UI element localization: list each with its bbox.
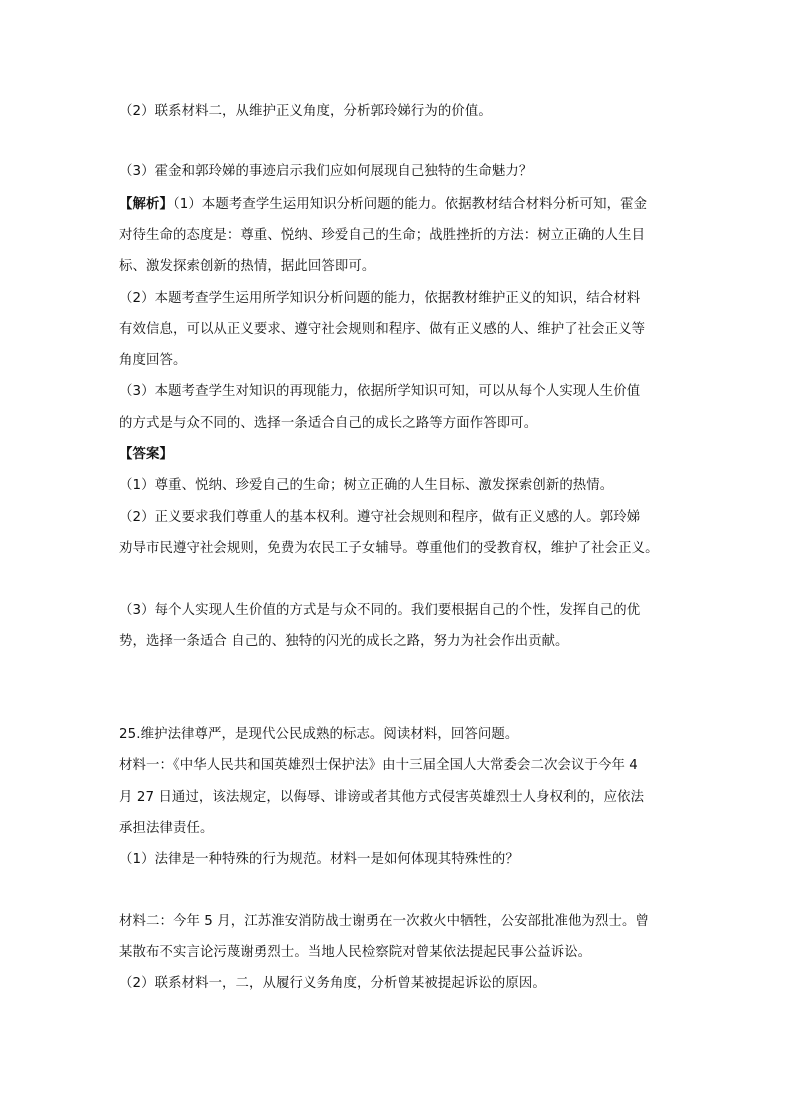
analysis-line-1 (119, 196, 679, 214)
analysis-text: （1）本题考查学生运用知识分析问题的能力。依据教材结合材料分析可知，霍金 (172, 197, 648, 212)
material-2-line-1: 材料二：今年 5 月，江苏淮安消防战士谢勇在一次救火中牺牲，公安部批准他为烈士。曾 (119, 914, 649, 929)
material-1-line-3: 承担法律责任。 (119, 821, 214, 836)
analysis-label: 【解析】 (119, 197, 173, 212)
analysis-line-8: 的方式是与众不同的、选择一条适合自己的成长之路等方面作答即可。 (119, 416, 538, 431)
analysis-line-4: （2）本题考查学生运用所学知识分析问题的能力，依据教材维护正义的知识，结合材料 (119, 291, 641, 306)
analysis-line-3: 标、激发探索创新的热情，据此回答即可。 (119, 259, 376, 274)
material-1-line-1: 材料一：《中华人民共和国英雄烈士保护法》由十三届全国人大常委会二次会议于今年 4 (119, 758, 638, 773)
question-25-1: （1）法律是一种特殊的行为规范。材料一是如何体现其特殊性的？ (119, 852, 519, 867)
question-3-inspiration: （3）霍金和郭玲娣的事迹启示我们应如何展现自己独特的生命魅力？ (119, 164, 533, 179)
question-2-material-2: （2）联系材料二，从维护正义角度，分析郭玲娣行为的价值。 (119, 104, 492, 119)
analysis-line-5: 有效信息，可以从正义要求、遵守社会规则和程序、做有正义感的人、维护了社会正义等 (119, 322, 646, 337)
analysis-line-7: （3）本题考查学生对知识的再现能力，依据所学知识可知，可以从每个人实现人生价值 (119, 384, 641, 399)
material-1-line-2: 月 27 日通过，该法规定，以侮辱、诽谤或者其他方式侵害英雄烈士人身权利的，应依法 (119, 790, 645, 805)
answer-line-5: 势，选择一条适合 自己的、独特的闪光的成长之路，努力为社会作出贡献。 (119, 634, 569, 649)
analysis-line-6: 角度回答。 (119, 353, 187, 368)
question-25-title: 25.维护法律尊严，是现代公民成熟的标志。阅读材料，回答问题。 (119, 727, 519, 742)
analysis-line-2: 对待生命的态度是：尊重、悦纳、珍爱自己的生命；战胜挫折的方法：树立正确的人生目 (119, 228, 646, 243)
answer-label: 【答案】 (119, 447, 173, 462)
answer-line-4: （3）每个人实现人生价值的方式是与众不同的。我们要根据自己的个性，发挥自己的优 (119, 603, 641, 618)
answer-line-1: （1）尊重、悦纳、珍爱自己的生命；树立正确的人生目标、激发探索创新的热情。 (119, 478, 614, 493)
question-25-2: （2）联系材料一，二，从履行义务角度，分析曾某被提起诉讼的原因。 (119, 976, 546, 991)
answer-line-3: 劝导市民遵守社会规则，免费为农民工子女辅导。尊重他们的受教育权，维护了社会正义。 (119, 541, 659, 556)
material-2-line-2: 某散布不实言论污蔑谢勇烈士。当地人民检察院对曾某依法提起民事公益诉讼。 (119, 945, 592, 960)
answer-line-2: （2）正义要求我们尊重人的基本权利。遵守社会规则和程序，做有正义感的人。郭玲娣 (119, 510, 641, 525)
